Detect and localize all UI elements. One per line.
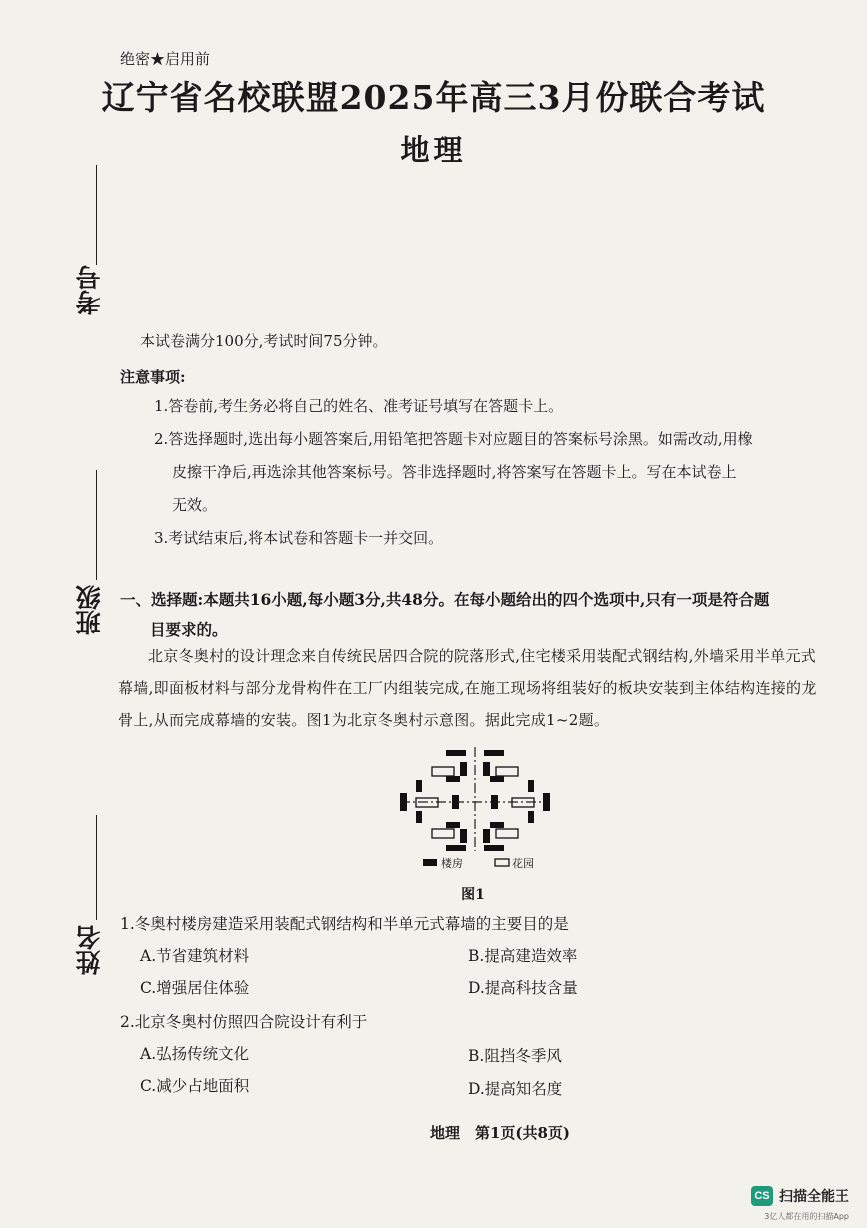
question-1-option-b: B.提高建造效率 — [468, 947, 578, 965]
question-1-option-d: D.提高科技含量 — [468, 979, 578, 997]
notice-item: 皮擦干净后,再选涂其他答案标号。答非选择题时,将答案写在答题卡上。写在本试卷上 — [172, 463, 737, 481]
question-1-stem: 1.冬奥村楼房建造采用装配式钢结构和半单元式幕墙的主要目的是 — [120, 915, 569, 933]
notice-heading: 注意事项: — [120, 368, 186, 386]
section-heading — [120, 585, 830, 645]
page-footer: 地理 第1页(共8页) — [429, 1124, 571, 1142]
question-2-option-c: C.减少占地面积 — [140, 1077, 250, 1095]
section-heading-line: 一、选择题:本题共16小题,每小题3分,共48分。在每小题给出的四个选项中,只有一项是符合题 — [120, 590, 770, 609]
passage-text: 北京冬奥村的设计理念来自传统民居四合院的院落形式,住宅楼采用装配式钢结构,外墙采用半单元式幕墙,即面板材料与部分龙骨构件在工厂内组装完成,在施工现场将组装好的板块安装到主体结构连接的龙骨上,从而完成幕墙的安装。图1为北京冬奥村示意图。据此完成1~2题。 — [118, 647, 817, 729]
notice-list — [154, 390, 824, 555]
legend-garden-swatch — [495, 859, 509, 866]
figure-caption: 图1 — [461, 887, 485, 903]
name-line — [96, 815, 97, 920]
notice-item: 1.答卷前,考生务必将自己的姓名、准考证号填写在答题卡上。 — [154, 397, 564, 415]
notice-item: 2.答选择题时,选出每小题答案后,用铅笔把答题卡对应题目的答案标号涂黑。如需改动,用橡 — [154, 430, 753, 448]
section-heading-line: 目要求的。 — [150, 620, 228, 639]
legend-garden-label: 花园 — [512, 857, 534, 870]
exam-title: 辽宁省名校联盟2025年高三3月份联合考试 — [101, 78, 766, 117]
exam-info: 本试卷满分100分,考试时间75分钟。 — [140, 332, 388, 350]
notice-item: 无效。 — [172, 496, 218, 514]
name-label: 姓名 — [75, 925, 104, 975]
scanner-tagline: 3亿人都在用的扫描App — [764, 1212, 849, 1221]
question-2-option-d: D.提高知名度 — [468, 1080, 563, 1098]
subject-title: 地理 — [400, 133, 467, 167]
question-1-option-a: A.节省建筑材料 — [140, 947, 250, 965]
notice-item: 3.考试结束后,将本试卷和答题卡一并交回。 — [154, 529, 444, 547]
scanner-watermark — [751, 1186, 849, 1206]
question-2-stem: 2.北京冬奥村仿照四合院设计有利于 — [120, 1013, 368, 1031]
question-2-option-a: A.弘扬传统文化 — [140, 1045, 250, 1063]
question-2-option-b: B.阻挡冬季风 — [468, 1047, 562, 1065]
cs-logo-icon: CS — [751, 1186, 773, 1206]
legend-building-label: 楼房 — [441, 857, 463, 870]
class-label: 班级 — [75, 585, 104, 635]
exam-no-line — [96, 165, 97, 265]
class-line — [96, 470, 97, 580]
legend-building-swatch — [423, 859, 437, 866]
question-1-option-c: C.增强居住体验 — [140, 979, 250, 997]
secret-label: 绝密★启用前 — [120, 50, 211, 68]
scanner-name: 扫描全能王 — [779, 1189, 849, 1205]
figure-village-map — [390, 745, 560, 873]
exam-no-label: 考号 — [75, 265, 104, 315]
